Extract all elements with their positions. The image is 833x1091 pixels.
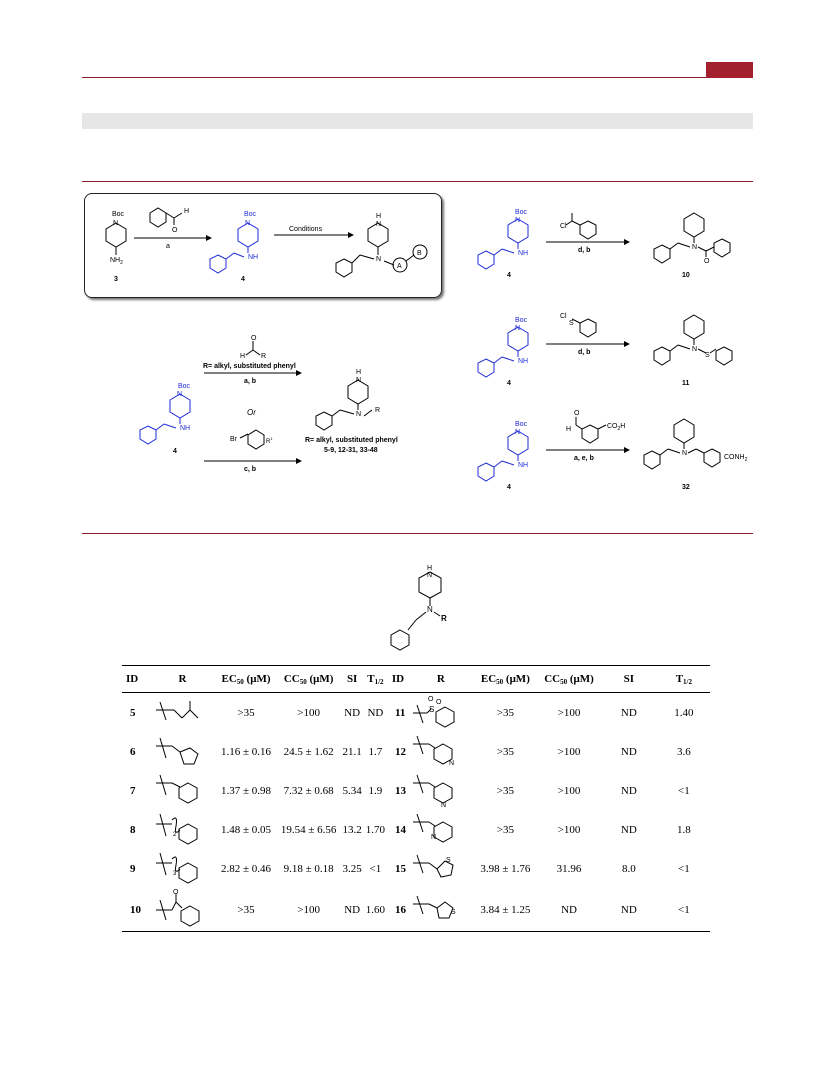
bromide-br: Br [230,436,237,443]
cell-si: 13.2 [342,823,362,836]
cell-id: 12 [395,745,407,758]
product-label: 10 [682,272,690,279]
col-si: SI [600,666,658,693]
cell-cc50: ND [538,888,600,932]
cell-t12: ND [367,706,384,719]
boc-label: Boc [244,211,257,218]
core-r: R [441,614,447,623]
page-tab-marker [706,62,753,78]
cell-id: 11 [395,706,406,719]
svg-text:O: O [435,699,442,706]
product-label: 32 [682,484,690,491]
cell-t12: <1 [677,784,690,797]
r-definition-top: R= alkyl, substituted phenyl [203,363,296,370]
col-cc50: $CC_{50}$ (μM) [538,666,600,693]
start-label: 4 [507,380,511,387]
r-group-benzoyl [150,888,216,932]
cell-id: 9 [130,862,136,875]
cell-si: ND [620,745,637,758]
cell-id: 13 [395,784,407,797]
cell-ec50: >35 [215,888,277,932]
product-n: N [356,411,362,418]
compound-3-structure [106,223,126,255]
cell-id: 5 [130,706,136,719]
product-nh-h: H [376,213,382,220]
cell-t12: 1.40 [674,706,694,719]
cell-id: 10 [122,888,150,932]
cell-cc50: 7.32 ± 0.68 [283,784,334,797]
reagent-o: O [574,410,580,417]
col-id: ID [122,666,150,693]
nh-label: NH [180,425,191,432]
nh-label: NH [248,254,259,261]
col-si: SI [341,666,364,693]
cond-label: d, b [578,247,591,254]
core-structure [380,560,470,660]
product-n-top: N [356,377,362,384]
cell-si: ND [344,706,361,719]
aldehyde-o: O [172,227,178,234]
cell-si: ND [341,888,364,932]
cell-t12: 1.9 [368,784,383,797]
scheme-row-10 [478,209,730,279]
r1-label: $R^1$ [266,436,273,445]
general-scheme [84,193,444,303]
nh-label: NH [518,462,529,469]
product-n: N [376,221,382,228]
boc-label: Boc [515,421,528,428]
product-conh2: $CONH_2$ [724,454,748,463]
cell-ec50: 3.98 ± 1.76 [480,862,531,875]
product-r: R [375,407,381,414]
cell-t12: 1.8 [676,823,691,836]
scheme-top-rule [82,181,753,182]
table-row [122,693,710,733]
n-label: N [515,429,521,436]
cell-si: ND [620,706,637,719]
nh-label: NH [518,250,529,257]
cell-t12: 1.70 [365,823,386,836]
core-h: H [427,565,433,572]
boc-label: Boc [515,317,528,324]
cell-ec50: 3.84 ± 1.25 [473,888,538,932]
svg-text:N: N [440,802,446,807]
cell-cc50: >100 [557,784,581,797]
product-structure [336,223,427,277]
svg-text:2: 2 [173,832,177,838]
table-header-row [122,666,710,693]
n-label: N [515,325,521,332]
cell-ec50: 1.16 ± 0.16 [220,745,272,758]
gray-banner [82,113,753,129]
acylation-schemes [460,195,760,515]
cell-ec50: 2.82 ± 0.46 [220,862,272,875]
svg-text:O: O [173,889,179,896]
boc-label: Boc [178,383,191,390]
col-id: ID [387,666,409,693]
cell-si: ND [620,823,637,836]
product-n: N [682,450,688,457]
cond-label: a, e, b [574,455,594,462]
svg-text:N: N [430,834,436,841]
compound-4-structure [140,394,190,444]
product-n: N [692,244,698,251]
cell-id: 15 [395,862,407,875]
conditions-label: Conditions [289,226,323,233]
cell-ec50: >35 [237,706,255,719]
aldehyde-o: O [251,335,257,342]
reagent-co2h: $CO_2H$ [607,423,626,432]
product-h: H [356,369,362,376]
cell-cc50: 9.18 ± 0.18 [283,862,334,875]
nh2-label: $NH_2$ [110,257,123,266]
cell-cc50: >100 [297,706,320,719]
cell-id: 8 [130,823,136,836]
cell-ec50: >35 [496,784,514,797]
cell-cc50: 24.5 ± 1.62 [283,745,334,758]
aldehyde-h: H [184,208,190,215]
r-group-cyclohexylmethyl [150,771,216,810]
product-s: S [705,352,710,359]
product-n: N [692,346,698,353]
cell-t12: 3.6 [676,745,691,758]
cell-ec50: 1.37 ± 0.98 [220,784,272,797]
r-definition-bottom: R= alkyl, substituted phenyl [305,437,398,444]
product-amine-n: N [376,256,382,263]
or-label: Or [247,408,256,417]
n-label: N [245,220,251,227]
compound-4-label: 4 [241,276,245,283]
svg-text:S: S [450,909,456,916]
sulfonyl-s: S [569,320,574,327]
cell-ec50: >35 [496,823,514,836]
cell-id: 7 [130,784,136,797]
cell-id: 6 [130,745,136,758]
cell-id: 16 [387,888,409,932]
cell-cc50: >100 [557,745,581,758]
n-label: N [113,220,119,227]
cell-si: ND [620,784,637,797]
alkylation-scheme [120,330,450,510]
table-row [122,771,710,810]
col-r: R [409,666,473,693]
reagent-a-label: a [166,243,170,250]
table-row [122,810,710,849]
product-structure [316,380,372,430]
svg-text:S: S [445,857,451,864]
cell-si: ND [600,888,658,932]
header-rule [82,77,753,78]
cell-cc50: >100 [557,706,581,719]
compound-4-label: 4 [173,448,177,455]
ring-a-label: A [397,263,402,270]
aldehyde-structure [150,208,182,227]
core-n: N [427,605,433,614]
reagent-h: H [566,426,572,433]
cell-cc50: 19.54 ± 6.56 [280,823,337,836]
scheme-bottom-rule [82,533,753,534]
col-cc50: $CC_{50}$ (μM) [277,666,341,693]
cell-ec50: >35 [496,745,514,758]
cell-t12: 1.60 [364,888,387,932]
svg-text:N: N [448,760,454,767]
table-row [122,888,710,932]
start-label: 4 [507,272,511,279]
r-group-phenylethyl [150,810,216,849]
aldehyde-h: H [240,353,246,360]
table-row [122,849,710,888]
boc-label: Boc [515,209,528,216]
scheme-row-32 [478,410,748,491]
cell-cc50: >100 [277,888,341,932]
r-group-isobutyl [150,693,216,733]
start-label: 4 [507,484,511,491]
cell-ec50: 1.48 ± 0.05 [220,823,272,836]
activity-table [122,665,710,932]
cond-label: d, b [578,349,591,356]
cell-cc50: >100 [557,823,581,836]
cell-cc50: 31.96 [556,862,582,875]
nh-label: NH [518,358,529,365]
cond-cb-label: c, b [244,466,257,473]
ring-b-label: B [417,250,422,257]
compound-3-label: 3 [114,276,118,283]
r-group-thiophen-3-ylmethyl [409,888,473,932]
cell-ec50: >35 [496,706,514,719]
n-label: N [515,217,521,224]
svg-text:3: 3 [173,871,177,877]
product-label: 11 [682,380,690,387]
table-row [122,732,710,771]
r-group-pyridin-2-ylmethyl [409,810,473,849]
cond-ab-label: a, b [244,378,257,385]
cell-si: 8.0 [621,862,636,875]
n-label: N [177,391,183,398]
cell-si: 5.34 [342,784,362,797]
aldehyde-r: R [261,353,267,360]
product-o: O [704,258,710,265]
r-group-phenylpropyl [150,849,216,888]
reagent-cl: Cl [560,313,567,320]
cell-si: 3.25 [342,862,362,875]
core-n-top: N [427,572,433,579]
cell-t12: <1 [369,862,382,875]
cell-t12: <1 [677,862,690,875]
col-t12: $T_{1/2}$ [658,666,710,693]
r-group-pyridin-3-ylmethyl [409,771,473,810]
col-t12: $T_{1/2}$ [364,666,387,693]
r-group-phenylsulfonyl [409,693,473,733]
col-r: R [150,666,216,693]
cell-t12: 1.7 [368,745,383,758]
r-group-pyridin-4-ylmethyl [409,732,473,771]
boc-label: Boc [112,211,125,218]
scheme-row-11 [478,313,732,387]
svg-text:O: O [427,696,434,703]
reagent-cl: Cl [560,223,567,230]
r-group-thiophen-2-ylmethyl [409,849,473,888]
cell-si: 21.1 [342,745,362,758]
cell-id: 14 [395,823,407,836]
col-ec50: $EC_{50}$ (μM) [473,666,538,693]
products-label: 5-9, 12-31, 33-48 [324,447,378,454]
compound-4-structure [210,223,258,273]
svg-text:S: S [428,705,435,714]
cell-t12: <1 [658,888,710,932]
r-group-cyclopentylmethyl [150,732,216,771]
col-ec50: $EC_{50}$ (μM) [215,666,277,693]
